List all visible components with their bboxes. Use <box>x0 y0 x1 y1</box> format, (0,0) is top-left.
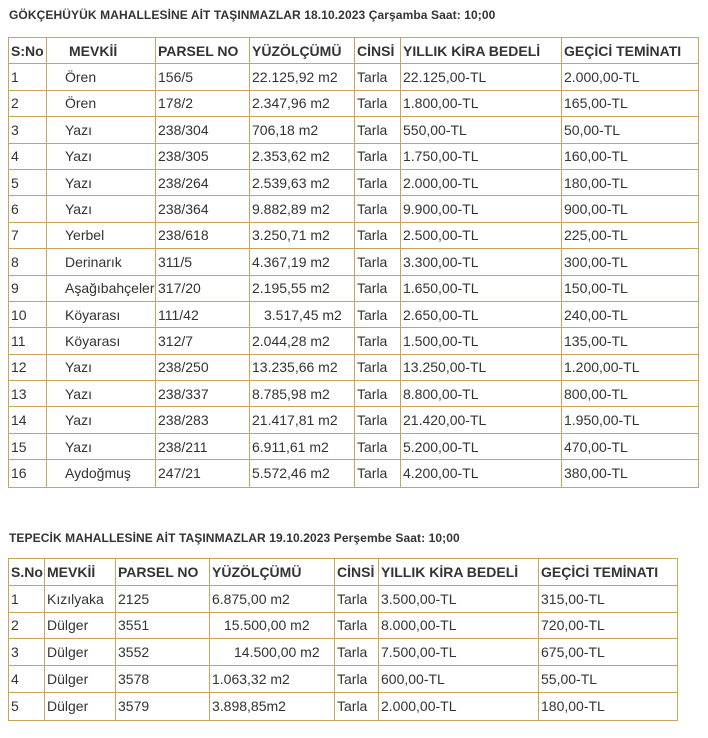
cell-mevki: Yazı <box>47 381 156 407</box>
cell-yillik-kira-bedeli: 1.500,00-TL <box>401 328 562 354</box>
cell-mevki: Köyarası <box>47 328 156 354</box>
cell-parsel-no: 2125 <box>116 586 210 613</box>
cell-yillik-kira-bedeli: 7.500,00-TL <box>379 639 539 666</box>
cell-parsel-no: 156/5 <box>156 64 250 90</box>
cell-cinsi: Tarla <box>355 328 401 354</box>
cell-sno: 10 <box>9 302 47 328</box>
cell-yillik-kira-bedeli: 2.000,00-TL <box>401 170 562 196</box>
cell-parsel-no: 3552 <box>116 639 210 666</box>
cell-yillik-kira-bedeli: 8.800,00-TL <box>401 381 562 407</box>
cell-gecici-teminati: 675,00-TL <box>539 639 677 666</box>
cell-cinsi: Tarla <box>355 407 401 433</box>
cell-yuzolcumu: 1.063,32 m2 <box>210 666 335 693</box>
cell-mevki: Ören <box>47 91 156 117</box>
cell-yillik-kira-bedeli: 1.800,00-TL <box>401 91 562 117</box>
cell-sno: 4 <box>9 666 45 693</box>
section1-title: GÖKÇEHÜYÜK MAHALLESİNE AİT TAŞINMAZLAR 18.10.2023 Çarşamba Saat: 10;00 <box>9 8 496 22</box>
cell-parsel-no: 238/618 <box>156 223 250 249</box>
cell-parsel-no: 247/21 <box>156 460 250 486</box>
cell-yuzolcumu: 706,18 m2 <box>250 117 355 143</box>
cell-yuzolcumu: 21.417,81 m2 <box>250 407 355 433</box>
cell-gecici-teminati: 135,00-TL <box>562 328 698 354</box>
cell-mevki: Derinarık <box>47 249 156 275</box>
header-yuzolcumu: YÜZÖLÇÜMÜ <box>210 559 335 586</box>
cell-yuzolcumu: 6.911,61 m2 <box>250 434 355 460</box>
cell-gecici-teminati: 225,00-TL <box>562 223 698 249</box>
cell-cinsi: Tarla <box>355 355 401 381</box>
cell-yuzolcumu: 5.572,46 m2 <box>250 460 355 486</box>
cell-gecici-teminati: 55,00-TL <box>539 666 677 693</box>
cell-gecici-teminati: 2.000,00-TL <box>562 64 698 90</box>
cell-yillik-kira-bedeli: 8.000,00-TL <box>379 613 539 640</box>
cell-gecici-teminati: 180,00-TL <box>541 698 605 715</box>
cell-mevki: Yerbel <box>47 223 156 249</box>
cell-sno: 1 <box>9 64 47 90</box>
cell-mevki: Dülger <box>45 666 116 693</box>
cell-yillik-kira-bedeli: 3.300,00-TL <box>401 249 562 275</box>
cell-mevki: Aşağıbahçeler <box>47 276 156 302</box>
cell-mevki: Dülger <box>45 639 116 666</box>
cell-parsel-no: 3578 <box>116 666 210 693</box>
cell-cinsi: Tarla <box>355 117 401 143</box>
cell-mevki: Ören <box>47 64 156 90</box>
cell-yuzolcumu: 3.898,85m2 <box>210 693 335 720</box>
header-mevki: MEVKİİ <box>45 559 116 586</box>
header-gecici-teminati: GEÇİCİ TEMİNATI <box>562 38 698 64</box>
cell-gecici-teminati: 380,00-TL <box>564 465 628 482</box>
cell-yuzolcumu: 14.500,00 m2 <box>210 639 335 666</box>
table-body <box>9 586 677 720</box>
cell-yuzolcumu: 2.347,96 m2 <box>250 91 355 117</box>
cell-sno: 7 <box>9 223 47 249</box>
table-row <box>9 249 698 275</box>
cell-yuzolcumu: 13.235,66 m2 <box>250 355 355 381</box>
table-row <box>9 328 698 354</box>
table-row <box>9 666 677 693</box>
cell-parsel-no: 238/304 <box>156 117 250 143</box>
cell-mevki: Dülger <box>45 693 116 720</box>
header-parsel-no: PARSEL NO <box>156 38 250 64</box>
table-row <box>9 223 698 249</box>
cell-mevki: Kızılyaka <box>45 586 116 613</box>
cell-parsel-no: 238/364 <box>156 196 250 222</box>
header-yillik-kira-bedeli: YILLIK KİRA BEDELİ <box>401 38 562 64</box>
header-yuzolcumu: YÜZÖLÇÜMÜ <box>250 38 355 64</box>
cell-sno: 8 <box>9 249 47 275</box>
cell-sno: 3 <box>9 639 45 666</box>
cell-yuzolcumu: 2.539,63 m2 <box>250 170 355 196</box>
cell-parsel-no: 238/264 <box>156 170 250 196</box>
cell-sno: 6 <box>9 196 47 222</box>
cell-yillik-kira-bedeli: 600,00-TL <box>379 666 539 693</box>
cell-gecici-teminati: 50,00-TL <box>562 117 698 143</box>
cell-gecici-teminati: 800,00-TL <box>562 381 698 407</box>
cell-sno: 12 <box>9 355 47 381</box>
cell-yuzolcumu: 4.367,19 m2 <box>250 249 355 275</box>
cell-parsel-no: 238/283 <box>156 407 250 433</box>
cell-gecici-teminati: 315,00-TL <box>539 586 677 613</box>
cell-gecici-teminati: 165,00-TL <box>562 91 698 117</box>
cell-parsel-no: 238/211 <box>156 434 250 460</box>
cell-cinsi: Tarla <box>355 170 401 196</box>
cell-mevki: Yazı <box>47 117 156 143</box>
table-header-row <box>9 559 677 586</box>
cell-cinsi: Tarla <box>335 693 379 720</box>
cell-sno: 16 <box>9 460 47 486</box>
cell-gecici-teminati: 240,00-TL <box>562 302 698 328</box>
cell-yillik-kira-bedeli: 1.650,00-TL <box>401 276 562 302</box>
header-sno: S:No <box>9 38 47 64</box>
cell-yillik-kira-bedeli: 4.200,00-TL <box>401 460 562 486</box>
cell-yuzolcumu: 15.500,00 m2 <box>210 613 335 640</box>
cell-yillik-kira-bedeli: 13.250,00-TL <box>401 355 562 381</box>
cell-gecici-teminati: 150,00-TL <box>562 276 698 302</box>
cell-yuzolcumu: 22.125,92 m2 <box>250 64 355 90</box>
cell-gecici-teminati: 180,00-TL <box>562 170 698 196</box>
cell-mevki: Aydoğmuş <box>47 460 156 486</box>
header-cinsi: CİNSİ <box>355 38 401 64</box>
header-yillik-kira-bedeli: YILLIK KİRA BEDELİ <box>379 559 539 586</box>
cell-parsel-no: 238/337 <box>156 381 250 407</box>
table-row <box>9 355 698 381</box>
cell-sno: 13 <box>9 381 47 407</box>
cell-sno: 1 <box>9 586 45 613</box>
cell-sno: 5 <box>9 170 47 196</box>
table-row <box>9 117 698 143</box>
cell-mevki: Yazı <box>47 144 156 170</box>
cell-yuzolcumu: 3.250,71 m2 <box>250 223 355 249</box>
tepecik-property-table <box>8 558 678 721</box>
cell-gecici-teminati: 900,00-TL <box>562 196 698 222</box>
cell-gecici-teminati: 160,00-TL <box>562 144 698 170</box>
table-row <box>9 64 698 90</box>
cell-sno: 5 <box>9 693 45 720</box>
cell-cinsi: Tarla <box>355 276 401 302</box>
cell-yillik-kira-bedeli: 22.125,00-TL <box>401 64 562 90</box>
cell-gecici-teminati: 470,00-TL <box>562 434 698 460</box>
cell-yuzolcumu: 2.044,28 m2 <box>250 328 355 354</box>
cell-parsel-no: 111/42 <box>156 302 250 328</box>
table-row <box>9 407 698 433</box>
cell-gecici-teminati: 300,00-TL <box>562 249 698 275</box>
cell-cinsi: Tarla <box>355 91 401 117</box>
cell-cinsi: Tarla <box>355 381 401 407</box>
cell-gecici-teminati: 1.950,00-TL <box>562 407 698 433</box>
table-row <box>9 613 677 640</box>
cell-parsel-no: 312/7 <box>156 328 250 354</box>
cell-sno: 3 <box>9 117 47 143</box>
cell-yuzolcumu: 2.353,62 m2 <box>250 144 355 170</box>
table-row <box>9 170 698 196</box>
header-sno: S.No <box>9 559 45 586</box>
header-cinsi: CİNSİ <box>335 559 379 586</box>
cell-parsel-no: 317/20 <box>156 276 250 302</box>
header-gecici-teminati: GEÇİCİ TEMİNATI <box>539 559 677 586</box>
cell-parsel-no: 3551 <box>116 613 210 640</box>
header-mevki: MEVKİİ <box>47 38 156 64</box>
gokcehuyuk-property-table <box>8 37 699 488</box>
table-row <box>9 381 698 407</box>
cell-sno: 11 <box>9 328 47 354</box>
cell-cinsi: Tarla <box>355 249 401 275</box>
cell-yillik-kira-bedeli: 5.200,00-TL <box>401 434 562 460</box>
cell-parsel-no: 238/250 <box>156 355 250 381</box>
section2-title: TEPECİK MAHALLESİNE AİT TAŞINMAZLAR 19.10.2023 Perşembe Saat: 10;00 <box>9 531 460 545</box>
cell-yuzolcumu: 3.517,45 m2 <box>250 302 355 328</box>
cell-yillik-kira-bedeli: 550,00-TL <box>401 117 562 143</box>
cell-yillik-kira-bedeli: 3.500,00-TL <box>379 586 539 613</box>
cell-cinsi: Tarla <box>355 223 401 249</box>
cell-gecici-teminati: 720,00-TL <box>539 613 677 640</box>
table-row <box>9 276 698 302</box>
cell-parsel-no: 238/305 <box>156 144 250 170</box>
cell-sno: 2 <box>9 613 45 640</box>
cell-cinsi: Tarla <box>335 613 379 640</box>
cell-cinsi: Tarla <box>335 586 379 613</box>
cell-mevki: Köyarası <box>47 302 156 328</box>
cell-gecici-teminati: 1.200,00-TL <box>562 355 698 381</box>
cell-yillik-kira-bedeli: 2.650,00-TL <box>401 302 562 328</box>
cell-yuzolcumu: 2.195,55 m2 <box>250 276 355 302</box>
cell-cinsi: Tarla <box>355 64 401 90</box>
cell-cinsi: Tarla <box>355 196 401 222</box>
cell-yuzolcumu: 6.875,00 m2 <box>210 586 335 613</box>
cell-sno: 4 <box>9 144 47 170</box>
cell-yillik-kira-bedeli: 2.000,00-TL <box>379 693 539 720</box>
table-row <box>9 639 677 666</box>
cell-yuzolcumu: 9.882,89 m2 <box>250 196 355 222</box>
cell-parsel-no: 3579 <box>116 693 210 720</box>
table-row <box>9 144 698 170</box>
cell-cinsi: Tarla <box>355 144 401 170</box>
cell-cinsi: Tarla <box>355 434 401 460</box>
cell-mevki: Dülger <box>45 613 116 640</box>
cell-parsel-no: 311/5 <box>156 249 250 275</box>
table-row <box>9 302 698 328</box>
table-row <box>9 196 698 222</box>
cell-mevki: Yazı <box>47 196 156 222</box>
table-row <box>9 434 698 460</box>
table-row <box>9 460 698 486</box>
cell-yillik-kira-bedeli: 9.900,00-TL <box>401 196 562 222</box>
cell-yuzolcumu: 8.785,98 m2 <box>250 381 355 407</box>
cell-sno: 9 <box>9 276 47 302</box>
table-body <box>9 64 698 486</box>
cell-mevki: Yazı <box>47 355 156 381</box>
cell-yillik-kira-bedeli: 21.420,00-TL <box>401 407 562 433</box>
cell-mevki: Yazı <box>47 434 156 460</box>
cell-sno: 15 <box>9 434 47 460</box>
cell-yillik-kira-bedeli: 1.750,00-TL <box>401 144 562 170</box>
cell-mevki: Yazı <box>47 170 156 196</box>
cell-mevki: Yazı <box>47 407 156 433</box>
cell-cinsi: Tarla <box>355 460 401 486</box>
table-row <box>9 693 677 720</box>
cell-cinsi: Tarla <box>335 639 379 666</box>
table-row <box>9 91 698 117</box>
cell-cinsi: Tarla <box>335 666 379 693</box>
table-header-row <box>9 38 698 64</box>
cell-sno: 2 <box>9 91 47 117</box>
table-row <box>9 586 677 613</box>
cell-parsel-no: 178/2 <box>156 91 250 117</box>
cell-yillik-kira-bedeli: 2.500,00-TL <box>401 223 562 249</box>
header-parsel-no: PARSEL NO <box>116 559 210 586</box>
cell-sno: 14 <box>9 407 47 433</box>
cell-cinsi: Tarla <box>355 302 401 328</box>
